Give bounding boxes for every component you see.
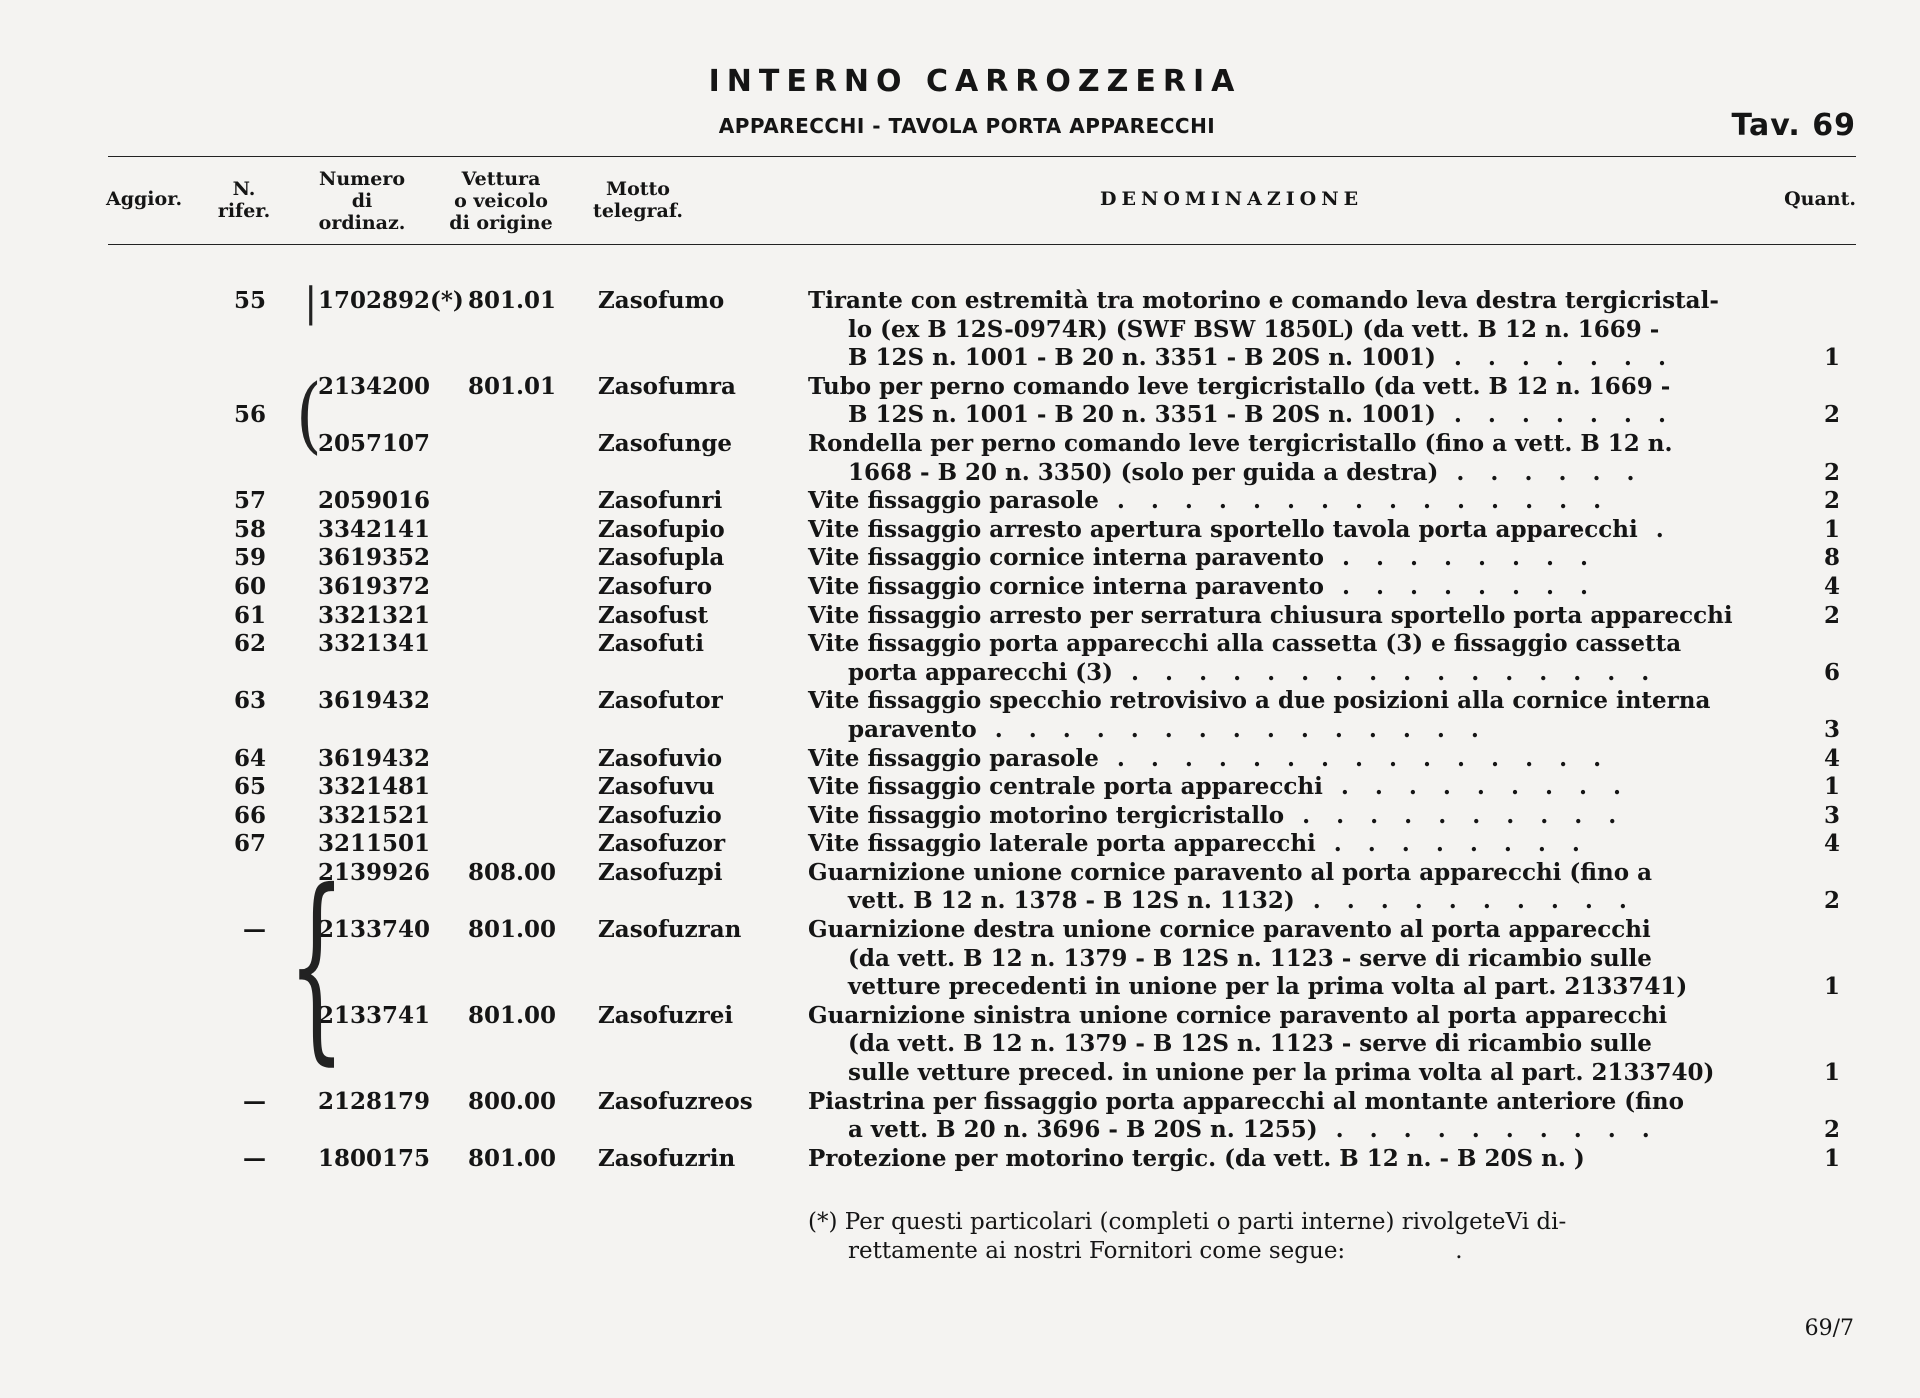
table-row [0,630,1920,687]
col-motto [582,178,694,222]
telegraph-code: Zasofuzreos [598,1087,753,1115]
table-row [0,1145,1920,1174]
description-line: Vite fissaggio specchio retrovisivo a due posizioni alla cornice interna [808,687,1711,715]
description-line: Guarnizione destra unione cornice paravento al porta apparecchi [808,916,1651,944]
page-subtitle: APPARECCHI - TAVOLA PORTA APPARECCHI [718,114,1216,138]
description-continuation: B 12S n. 1001 - B 20 n. 3351 - B 20S n. 1001) . . . . . . . [848,344,1675,372]
table-row [0,573,1920,602]
description [808,745,1774,774]
description [808,373,1774,430]
vehicle-origin: 801.01 [468,287,557,314]
telegraph-code: Zasofuzio [598,801,722,829]
description [808,773,1774,802]
col-vettura-line2: o veicolo [454,190,548,212]
vehicle-origin: 808.00 [468,858,557,886]
description [808,859,1774,916]
order-number: 3342141 [318,515,431,543]
quantity: 8 [1823,544,1840,572]
telegraph-code: Zasofuzor [598,830,726,858]
table-number: Tav. 69 [1731,108,1856,143]
col-nrif [214,178,274,222]
description-line: Vite fissaggio laterale porta apparecchi . . . . . . . . [808,830,1589,858]
header-rule-bottom [108,244,1856,245]
quantity: 1 [1823,1059,1840,1087]
quantity: 1 [1823,973,1840,1001]
leader-dots: . . . . . . . . . . [1312,887,1636,915]
page-title: INTERNO CARROZZERIA [708,64,1242,99]
order-number: 3321521 [318,801,431,829]
telegraph-code: Zasofuvu [598,773,715,801]
telegraph-code: Zasofuti [598,630,704,658]
order-number: 2134200 [318,372,431,400]
bracket-55: | [304,280,318,326]
leader-dots: . . . . . . . [1453,401,1675,429]
description-continuation: (da vett. B 12 n. 1379 - B 12S n. 1123 - serve di ricambio sulle [848,1030,1652,1058]
table-row [0,1088,1920,1145]
table-row [0,487,1920,516]
description [808,516,1774,545]
description-continuation: lo (ex B 12S-0974R) (SWF BSW 1850L) (da vett. B 12 n. 1669 - [848,315,1660,343]
footnote-line1: (*) Per questi particolari (completi o parti interne) rivolgeteVi di- [808,1209,1567,1235]
col-nrif-line2: rifer. [217,200,271,222]
vehicle-origin: 801.00 [468,1144,557,1172]
leader-dots: . . . . . . . . . . . . . . . [1116,487,1611,515]
order-number: 3619372 [318,572,431,600]
table-row [0,516,1920,545]
description-line: Vite fissaggio porta apparecchi alla cassetta (3) e fissaggio cassetta [808,630,1682,658]
description-continuation: vetture precedenti in unione per la prima volta al part. 2133741) [848,973,1688,1001]
order-number: 1800175 [318,1144,431,1172]
table-row [0,430,1920,487]
description-line: Vite fissaggio parasole . . . . . . . . . . . . . . . [808,487,1611,515]
ref-number: 60 [233,572,266,600]
col-aggior: Aggior. [106,188,183,210]
footnote [808,1208,1774,1266]
col-nrif-line1: N. [232,178,256,200]
telegraph-code: Zasofupio [598,515,725,543]
description-line: Vite fissaggio centrale porta apparecchi . . . . . . . . . [808,773,1630,801]
col-numero-line3: ordinaz. [318,212,406,234]
bracket-group: { [288,848,346,1085]
quantity: 2 [1823,487,1840,515]
ref-number: 64 [233,744,266,772]
quantity: 1 [1823,344,1840,372]
nrif-56-value: 56 [233,401,266,428]
description [808,630,1774,687]
quantity: 2 [1823,458,1840,486]
order-number: 3619432 [318,744,431,772]
telegraph-code: Zasofuzpi [598,858,723,886]
vehicle-origin: 800.00 [468,1087,557,1115]
ref-number: 55 [233,287,266,314]
description [808,430,1774,487]
description-line: Vite fissaggio parasole . . . . . . . . . . . . . . . [808,744,1611,772]
leader-dots: . . . . . . . [1453,344,1675,372]
description-line: Guarnizione sinistra unione cornice paravento al porta apparecchi [808,1001,1668,1029]
quantity: 2 [1823,601,1840,629]
telegraph-code: Zasofunri [598,487,723,515]
ref-number: 57 [233,487,266,515]
order-number: 2128179 [318,1087,431,1115]
table-row [0,773,1920,802]
telegraph-code: Zasofuvio [598,744,723,772]
quantity: 4 [1823,572,1840,600]
telegraph-code: Zasofumra [598,372,736,400]
leader-dots: . [1655,515,1673,543]
description-line: Vite fissaggio motorino tergicristallo . . . . . . . . . . [808,801,1626,829]
description [808,830,1774,859]
table-row [0,602,1920,631]
order-number: 3619432 [318,687,431,715]
col-numero-line2: di [351,190,373,212]
telegraph-code: Zasofuzrin [598,1144,736,1172]
order-number: 1702892(*) [318,287,464,314]
description-line: Vite fissaggio arresto per serratura chiusura sportello porta apparecchi [808,601,1733,629]
quantity: 2 [1823,1116,1840,1144]
page-number: 69/7 [1804,1316,1854,1341]
description [808,916,1774,1002]
leader-dots: . . . . . . . . . . . . . . . [1116,744,1611,772]
quantity: 4 [1823,744,1840,772]
description-continuation: sulle vetture preced. in unione per la prima volta al part. 2133740) [848,1059,1715,1087]
leader-dots: . . . . . . . . . [1340,773,1630,801]
table-row [0,745,1920,774]
telegraph-code: Zasofupla [598,544,725,572]
telegraph-code: Zasofuro [598,572,713,600]
quantity: 1 [1823,773,1840,801]
leader-dots: . . . . . . . . [1341,572,1598,600]
col-quant: Quant. [1784,188,1856,210]
table-row [0,544,1920,573]
quantity: 3 [1823,715,1840,743]
col-numero [302,168,422,234]
vehicle-origin: 801.00 [468,916,557,944]
table-row [0,373,1920,430]
leader-dots: . . . . . . [1456,458,1644,486]
telegraph-code: Zasofust [598,601,709,629]
ref-number: 59 [233,544,266,572]
table-row [0,687,1920,744]
ref-number: 61 [233,601,266,629]
order-number: 3321321 [318,601,431,629]
description [808,602,1774,631]
ref-number: — [243,1144,266,1172]
description [808,687,1774,744]
quantity: 2 [1823,887,1840,915]
description-continuation: vett. B 12 n. 1378 - B 12S n. 1132) . . . . . . . . . . [848,887,1636,915]
description-line: Protezione per motorino tergic. (da vett. B 12 n. - B 20S n. ) [808,1144,1585,1172]
ref-number: 67 [233,830,266,858]
col-denominazione: DENOMINAZIONE [1100,188,1364,210]
telegraph-code: Zasofumo [598,287,725,314]
description-line: Tirante con estremità tra motorino e comando leva destra tergicristal- [808,287,1719,314]
leader-dots: . . . . . . . . . . . . . . . [994,715,1488,743]
order-number: 2057107 [318,429,431,457]
quantity: 2 [1823,401,1840,429]
ref-number: — [243,1087,266,1115]
quantity: 3 [1823,801,1840,829]
description [808,1002,1774,1088]
description [808,287,1774,373]
description [808,1088,1774,1145]
telegraph-code: Zasofuzrei [598,1001,734,1029]
col-vettura [436,168,566,234]
description-line: Vite fissaggio cornice interna paravento . . . . . . . . [808,544,1598,572]
order-number: 2133740 [318,916,431,944]
description-continuation: B 12S n. 1001 - B 20 n. 3351 - B 20S n. 1001) . . . . . . . [848,401,1675,429]
leader-dots: . . . . . . . . . . [1335,1116,1659,1144]
order-number: 2139926 [318,858,431,886]
footnote-line2: rettamente ai nostri Fornitori come segue: [848,1238,1346,1264]
quantity: 1 [1823,515,1840,543]
footnote-tail: . [1455,1238,1463,1264]
leader-dots: . . . . . . . . . . [1302,801,1626,829]
description [808,573,1774,602]
order-number: 2059016 [318,487,431,515]
description-continuation: a vett. B 20 n. 3696 - B 20S n. 1255) . . . . . . . . . . [848,1116,1659,1144]
description-line: Vite fissaggio cornice interna paravento . . . . . . . . [808,572,1598,600]
ref-number: 58 [233,515,266,543]
description-continuation: paravento . . . . . . . . . . . . . . . [848,715,1488,743]
description-continuation: porta apparecchi (3) . . . . . . . . . . . . . . . . [848,658,1659,686]
description-continuation: 1668 - B 20 n. 3350) (solo per guida a destra) . . . . . . [848,458,1644,486]
telegraph-code: Zasofutor [598,687,723,715]
order-number: 3321481 [318,773,431,801]
order-number: 2133741 [318,1001,431,1029]
quantity: 1 [1823,1144,1840,1172]
description [808,544,1774,573]
description-continuation: (da vett. B 12 n. 1379 - B 12S n. 1123 - serve di ricambio sulle [848,944,1652,972]
table-row [0,287,1920,373]
order-number: 3211501 [318,830,431,858]
description [808,802,1774,831]
ref-number: 66 [233,801,266,829]
description-line: Guarnizione unione cornice paravento al porta apparecchi (fino a [808,858,1652,886]
leader-dots: . . . . . . . . . . . . . . . . [1131,658,1659,686]
telegraph-code: Zasofunge [598,429,733,457]
ref-number: — [243,916,266,944]
quantity: 4 [1823,830,1840,858]
bracket-56: ( [296,366,322,463]
quantity: 6 [1823,658,1840,686]
leader-dots: . . . . . . . . [1333,830,1589,858]
order-number: 3321341 [318,630,431,658]
col-motto-line1: Motto [606,178,670,200]
col-numero-line1: Numero [318,168,406,190]
header-rule-top [108,156,1856,157]
col-vettura-line3: di origine [449,212,553,234]
ref-number: 65 [233,773,266,801]
col-motto-line2: telegraf. [593,200,683,222]
telegraph-code: Zasofuzran [598,916,742,944]
description-line: Vite fissaggio arresto apertura sportello tavola porta apparecchi . [808,515,1673,543]
leader-dots: . . . . . . . . [1341,544,1598,572]
description-line: Tubo per perno comando leve tergicristallo (da vett. B 12 n. 1669 - [808,372,1671,400]
col-vettura-line1: Vettura [461,168,541,190]
description [808,1145,1774,1174]
order-number: 3619352 [318,544,431,572]
description-line: Rondella per perno comando leve tergicristallo (fino a vett. B 12 n. [808,429,1673,457]
vehicle-origin: 801.01 [468,372,557,400]
description-line: Piastrina per fissaggio porta apparecchi al montante anteriore (fino [808,1087,1684,1115]
ref-number: 63 [233,687,266,715]
description [808,487,1774,516]
table-row [0,802,1920,831]
ref-number: 62 [233,630,266,658]
vehicle-origin: 801.00 [468,1001,557,1029]
